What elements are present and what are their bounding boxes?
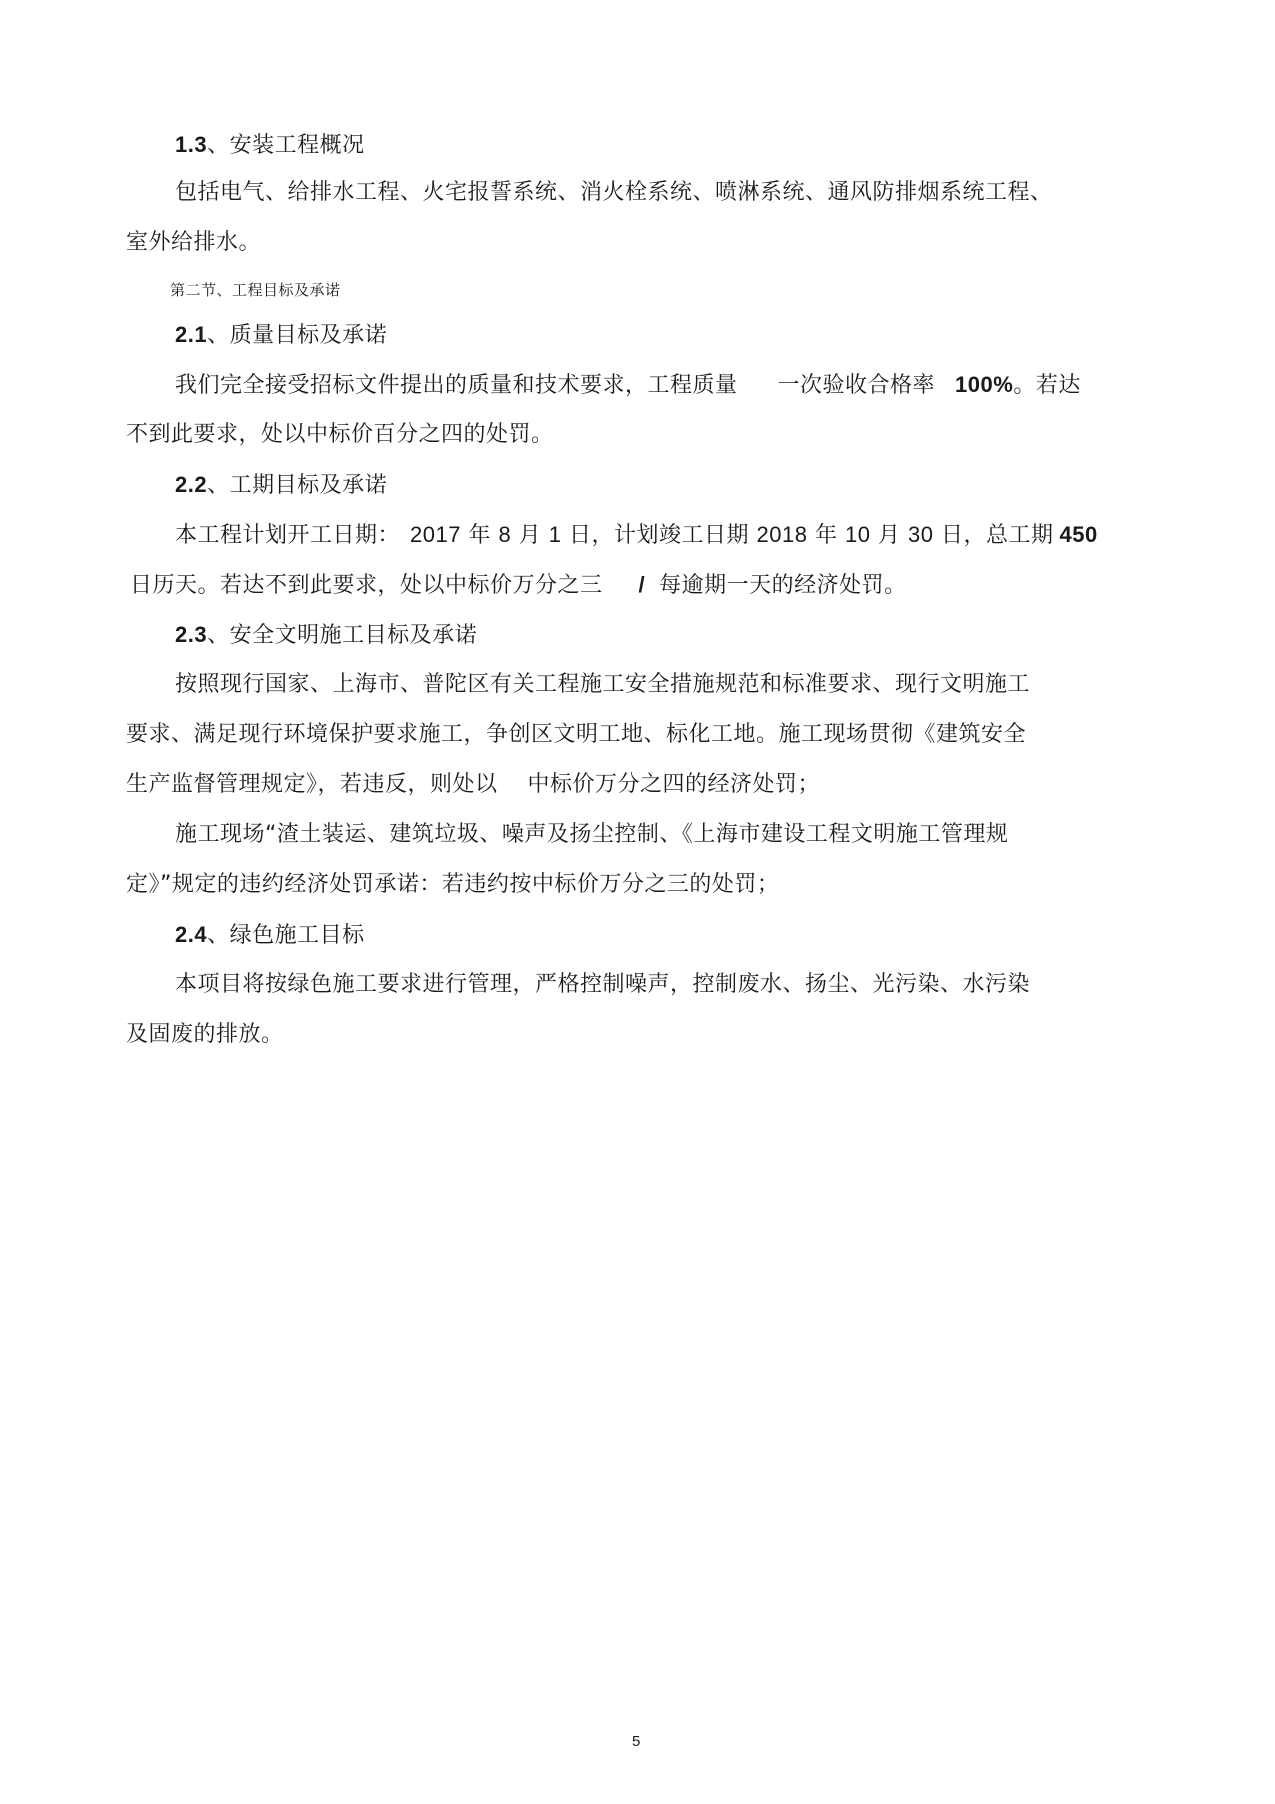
section-number: 2.4 [175, 922, 208, 947]
end-day: 30 [907, 522, 934, 547]
text-segment: 本工程计划开工日期： [175, 523, 401, 548]
text-segment: 年 [468, 523, 491, 548]
paragraph-1-3-line-2: 室外给排水。 [126, 230, 262, 255]
paragraph-2-3-line-2: 要求、满足现行环境保护要求施工，争创区文明工地、标化工地。施工现场贯彻《建筑安全 [126, 722, 1027, 747]
text-segment: 中标价万分之四的经济处罚； [527, 772, 821, 797]
text-segment: 日，计划竣工日期 [569, 523, 750, 548]
text-segment: 月 [518, 523, 542, 548]
text-segment: 。若达 [1013, 373, 1081, 398]
section-number: 1.3 [175, 132, 208, 157]
end-month: 10 [844, 522, 871, 547]
paragraph-1-3-line-1: 包括电气、给排水工程、火宅报誓系统、消火栓系统、喷淋系统、通风防排烟系统工程、 [175, 180, 1053, 205]
section-2-2-heading [175, 470, 387, 501]
paragraph-2-3-line-4: 施工现场“渣土装运、建筑垃圾、噪声及扬尘控制、《上海市建设工程文明施工管理规 [175, 822, 1009, 847]
text-segment: 每逾期一天的经济处罚。 [659, 573, 907, 598]
text-segment: 年 [814, 523, 838, 548]
start-day: 1 [548, 522, 562, 547]
section-number: 2.2 [175, 472, 208, 497]
paragraph-2-2-line-2 [130, 570, 907, 601]
paragraph-2-3-line-1: 按照现行国家、上海市、普陀区有关工程施工安全措施规范和标准要求、现行文明施工 [175, 672, 1031, 697]
paragraph-2-2-line-1 [175, 520, 1098, 551]
text-segment: 日历天。若达不到此要求，处以中标价万分之三 [130, 573, 603, 598]
section-title: 、工期目标及承诺 [207, 473, 388, 498]
start-month: 8 [498, 522, 512, 547]
text-segment: 一次验收合格率 [777, 373, 936, 398]
page-number: 5 [632, 1733, 641, 1750]
start-year: 2017 [410, 522, 461, 547]
section-title: 、质量目标及承诺 [207, 323, 388, 348]
paragraph-2-4-line-2: 及固废的排放。 [126, 1022, 284, 1047]
section-number: 2.1 [175, 322, 208, 347]
chapter-2-heading: 第二节、工程目标及承诺 [170, 281, 341, 299]
section-title: 、安装工程概况 [207, 133, 365, 158]
text-segment: 我们完全接受招标文件提出的质量和技术要求，工程质量 [175, 373, 738, 398]
end-year: 2018 [756, 522, 808, 547]
section-1-3-heading [175, 130, 365, 161]
paragraph-2-4-line-1: 本项目将按绿色施工要求进行管理，严格控制噪声，控制废水、扬尘、光污染、水污染 [175, 972, 1031, 997]
section-2-3-heading [175, 620, 477, 651]
total-duration-days: 450 [1059, 522, 1098, 547]
paragraph-2-3-line-5: 定》”规定的违约经济处罚承诺：若违约按中标价万分之三的处罚； [126, 872, 780, 897]
text-segment: 生产监督管理规定》，若违反，则处以 [126, 772, 498, 797]
section-title: 、安全文明施工目标及承诺 [207, 623, 478, 648]
text-segment: 月 [877, 523, 901, 548]
paragraph-2-1-line-2: 不到此要求，处以中标价百分之四的处罚。 [126, 422, 554, 447]
paragraph-2-3-line-3 [126, 770, 820, 800]
section-title: 、绿色施工目标 [207, 923, 365, 948]
section-2-1-heading [175, 320, 387, 351]
pass-rate-value: 100% [955, 372, 1014, 397]
section-number: 2.3 [175, 622, 208, 647]
text-segment: 日，总工期 [940, 523, 1054, 548]
slash: / [638, 572, 646, 597]
paragraph-2-1-line-1 [175, 370, 1081, 401]
section-2-4-heading [175, 920, 365, 951]
